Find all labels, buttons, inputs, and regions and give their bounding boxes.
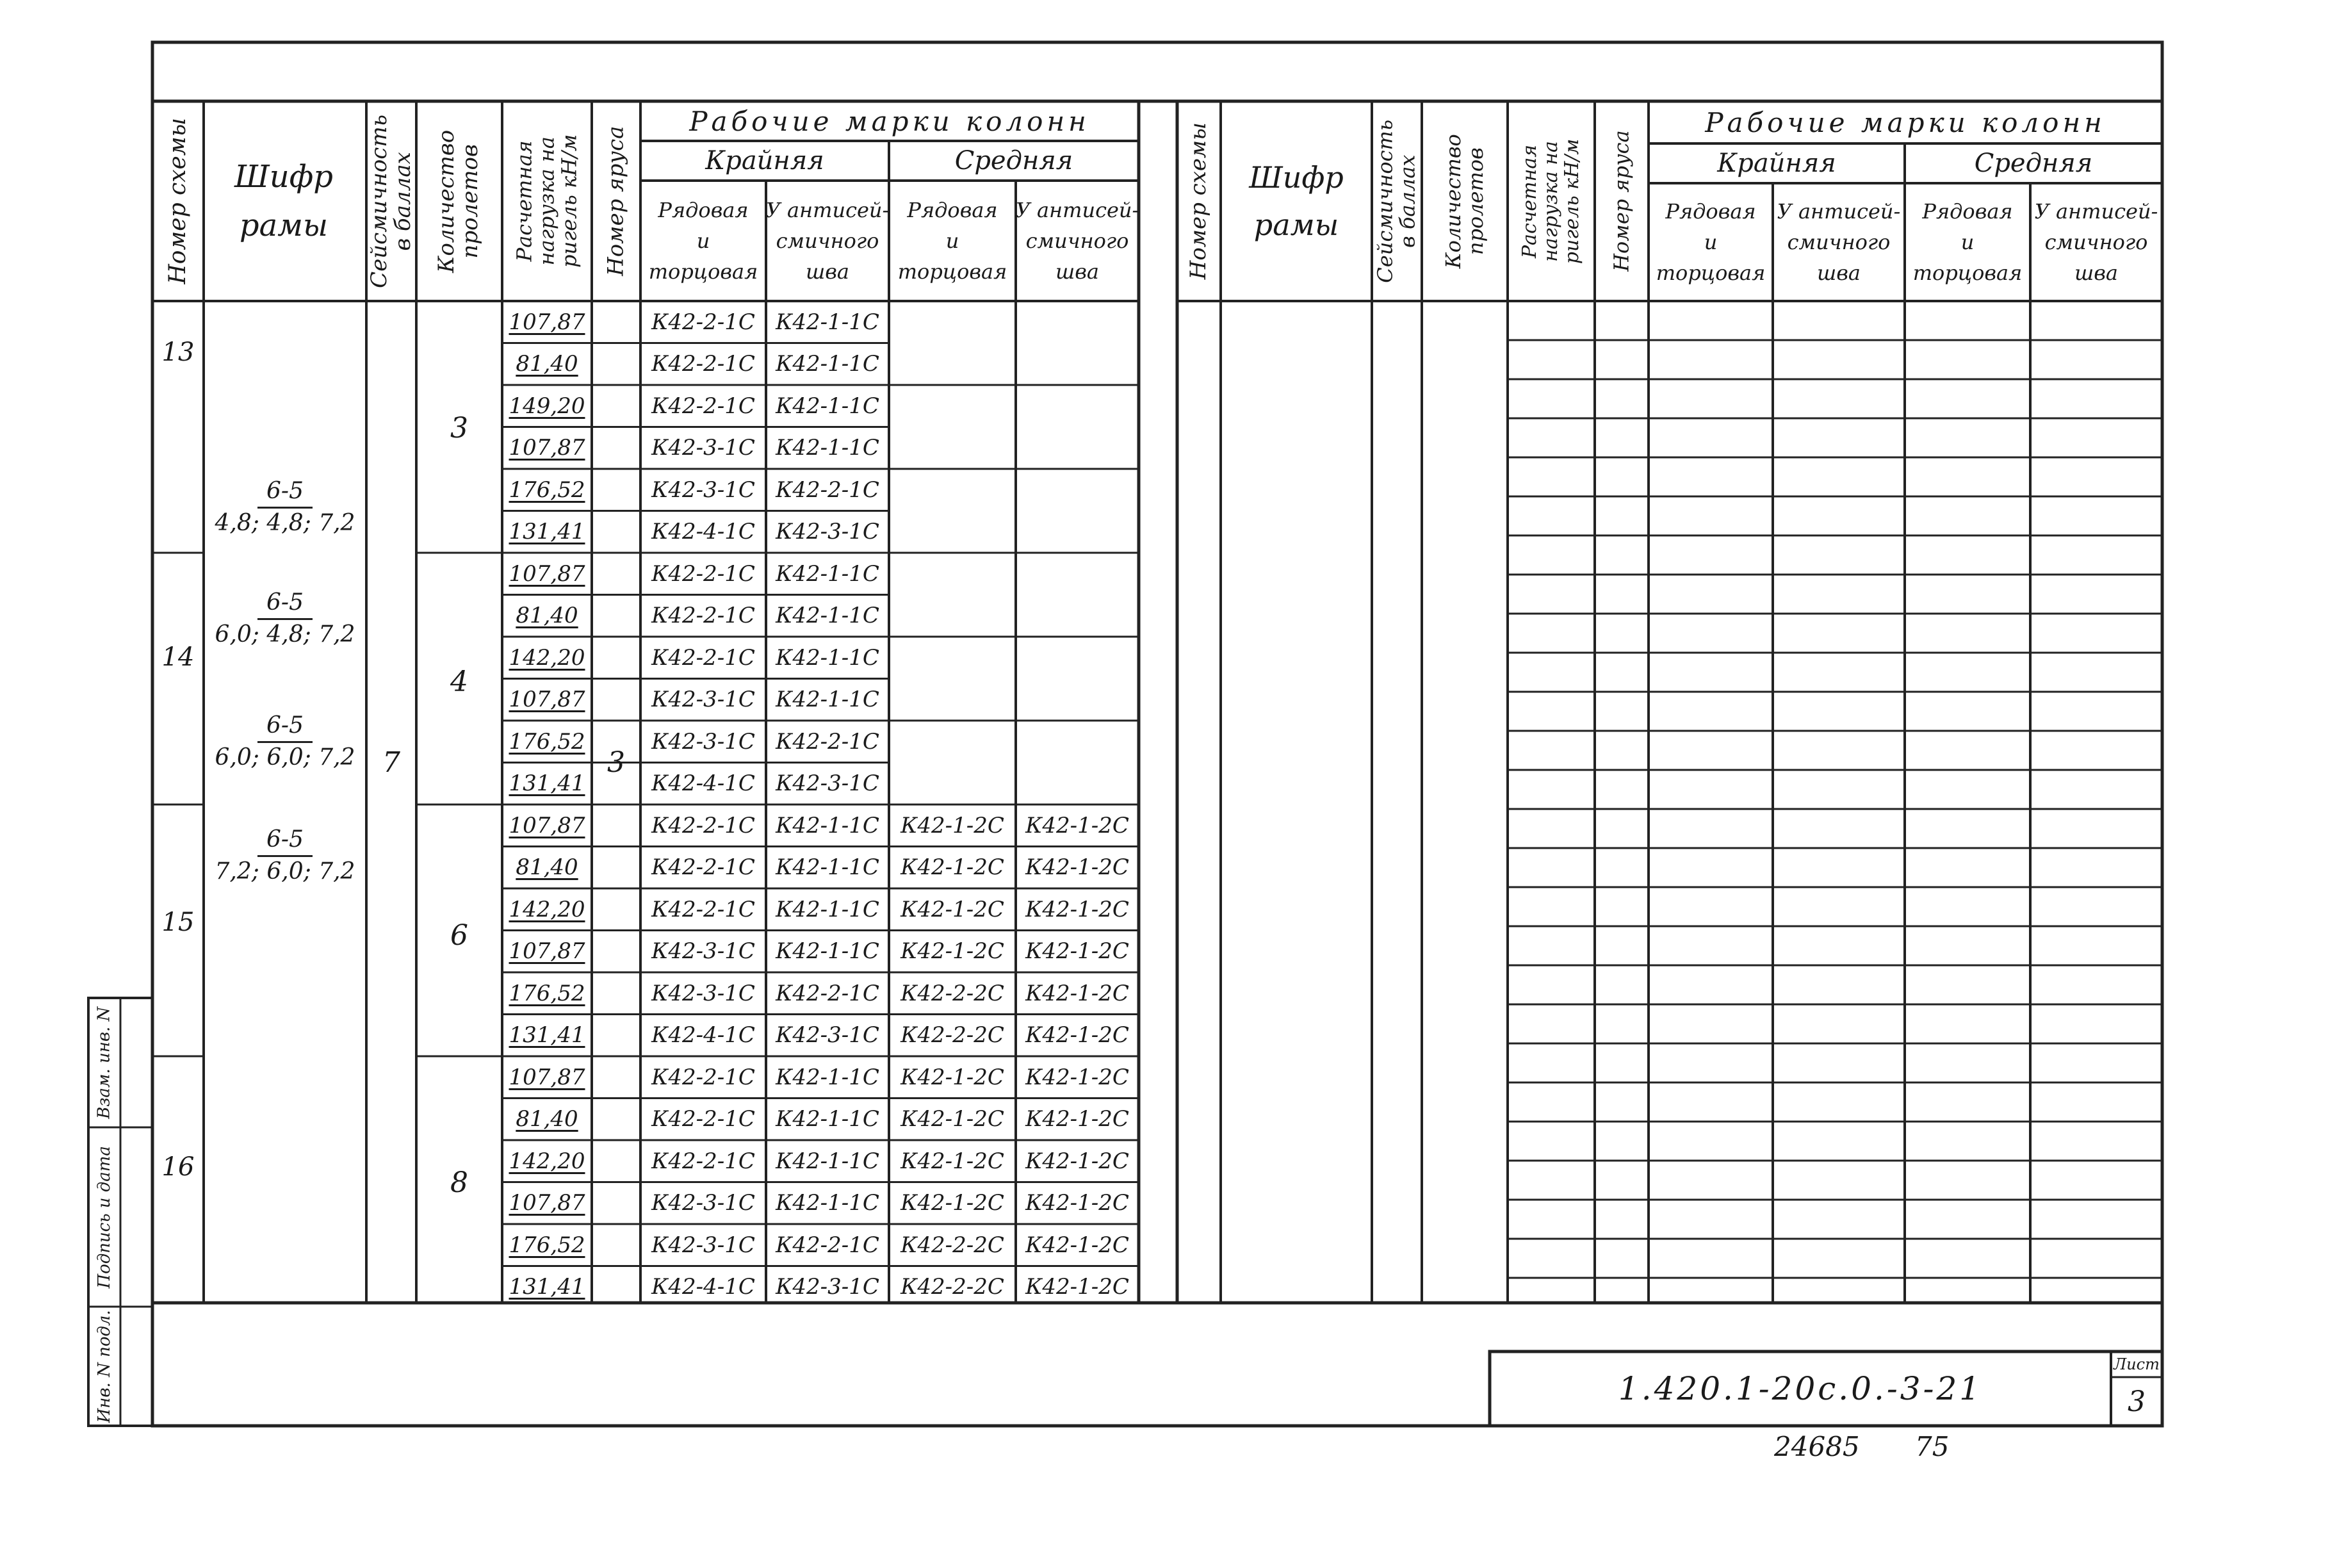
middle-ordinary-mark: К42-1-2С bbox=[900, 1064, 1004, 1090]
middle-seismic-mark bbox=[1016, 385, 1139, 427]
middle-seismic-mark: К42-1-2С bbox=[1025, 980, 1129, 1006]
middle-ordinary-mark bbox=[889, 343, 1016, 386]
extreme-ordinary-mark: К42-3-1С bbox=[651, 1190, 755, 1216]
middle-ordinary-mark bbox=[889, 721, 1016, 763]
header-seismicity: Сейсмичность в баллах bbox=[366, 114, 416, 288]
extreme-ordinary-mark: К42-4-1С bbox=[651, 1274, 755, 1300]
middle-seismic-mark bbox=[1016, 637, 1139, 679]
extreme-seismic-mark: К42-1-1С bbox=[776, 1106, 879, 1132]
middle-ordinary-mark: К42-1-2С bbox=[900, 1148, 1004, 1174]
header-spans: Количество пролетов bbox=[1440, 133, 1488, 269]
load-value: 142,20 bbox=[509, 1148, 585, 1174]
load-value: 81,40 bbox=[516, 854, 578, 881]
header-load: Расчетная нагрузка на ригель кН/м bbox=[1519, 138, 1584, 264]
extreme-seismic-mark: К42-1-1С bbox=[776, 1190, 879, 1216]
frame-code: $\frac{6-5}{7,2; 6,0; 7,2}$ bbox=[215, 826, 355, 885]
load-value: 131,41 bbox=[509, 1274, 585, 1300]
extreme-ordinary-mark: К42-3-1С bbox=[651, 435, 755, 461]
extreme-ordinary-mark: К42-2-1С bbox=[651, 644, 755, 671]
middle-seismic-mark: К42-1-2С bbox=[1025, 854, 1129, 881]
load-value: 107,87 bbox=[509, 560, 585, 587]
load-value: 81,40 bbox=[516, 603, 578, 629]
middle-ordinary-mark: К42-1-2С bbox=[900, 1106, 1004, 1132]
extreme-ordinary-mark: К42-2-1С bbox=[651, 351, 755, 377]
middle-ordinary-mark bbox=[889, 595, 1016, 637]
header-extreme-seismic: У антисей- смичного шва bbox=[1777, 199, 1901, 285]
scheme-number: 14 bbox=[161, 642, 195, 672]
extreme-seismic-mark: К42-1-1С bbox=[776, 938, 879, 965]
middle-seismic-mark bbox=[1016, 679, 1139, 721]
header-working-marks: Рабочие марки колонн bbox=[689, 105, 1090, 137]
load-value: 149,20 bbox=[509, 393, 585, 419]
frame-code: $\frac{6-5}{6,0; 6,0; 7,2}$ bbox=[215, 712, 355, 771]
load-value: 107,87 bbox=[509, 435, 585, 461]
extreme-ordinary-mark: К42-2-1С bbox=[651, 309, 755, 335]
tier-value: 3 bbox=[607, 746, 625, 779]
spans-value: 4 bbox=[450, 665, 468, 698]
extreme-seismic-mark: К42-1-1С bbox=[776, 896, 879, 922]
extreme-ordinary-mark: К42-2-1С bbox=[651, 560, 755, 587]
extreme-seismic-mark: К42-2-1С bbox=[776, 1232, 879, 1258]
load-value: 107,87 bbox=[509, 309, 585, 335]
middle-seismic-mark bbox=[1016, 763, 1139, 805]
header-middle: Средняя bbox=[1974, 149, 2093, 178]
load-value: 81,40 bbox=[516, 1106, 578, 1132]
middle-seismic-mark: К42-1-2С bbox=[1025, 812, 1129, 838]
extreme-ordinary-mark: К42-3-1С bbox=[651, 728, 755, 755]
load-value: 131,41 bbox=[509, 1022, 585, 1049]
sheet-number: 3 bbox=[2128, 1385, 2146, 1418]
seismicity-value: 7 bbox=[382, 746, 400, 779]
header-middle-ordinary: Рядовая и торцовая bbox=[1912, 199, 2023, 285]
header-tier: Номер яруса bbox=[1609, 130, 1634, 272]
header-extreme: Крайняя bbox=[1717, 149, 1836, 178]
middle-ordinary-mark bbox=[889, 385, 1016, 427]
stamp-replace-label: Взам. инв. N bbox=[94, 1006, 114, 1119]
load-value: 176,52 bbox=[509, 1232, 585, 1258]
extreme-seismic-mark: К42-1-1С bbox=[776, 309, 879, 335]
middle-ordinary-mark: К42-2-2С bbox=[900, 1274, 1004, 1300]
middle-seismic-mark bbox=[1016, 511, 1139, 553]
middle-seismic-mark bbox=[1016, 301, 1139, 343]
spans-value: 3 bbox=[450, 411, 468, 445]
scheme-number: 13 bbox=[161, 338, 195, 367]
middle-seismic-mark bbox=[1016, 595, 1139, 637]
middle-ordinary-mark: К42-2-2С bbox=[900, 980, 1004, 1006]
load-value: 176,52 bbox=[509, 477, 585, 503]
header-frame-code: Шифр рамы bbox=[234, 159, 333, 243]
extreme-seismic-mark: К42-3-1С bbox=[776, 1022, 879, 1049]
header-spans: Количество пролетов bbox=[434, 129, 484, 273]
extreme-ordinary-mark: К42-2-1С bbox=[651, 854, 755, 881]
middle-ordinary-mark bbox=[889, 637, 1016, 679]
load-value: 176,52 bbox=[509, 980, 585, 1006]
load-value: 142,20 bbox=[509, 896, 585, 922]
frame-code: $\frac{6-5}{4,8; 4,8; 7,2}$ bbox=[215, 478, 355, 536]
sheet-label: Лист bbox=[2114, 1355, 2160, 1373]
extreme-ordinary-mark: К42-4-1С bbox=[651, 1022, 755, 1049]
load-value: 107,87 bbox=[509, 938, 585, 965]
page-number: 75 bbox=[1915, 1431, 1950, 1462]
extreme-seismic-mark: К42-1-1С bbox=[776, 1148, 879, 1174]
extreme-seismic-mark: К42-1-1С bbox=[776, 812, 879, 838]
extreme-ordinary-mark: К42-3-1С bbox=[651, 938, 755, 965]
header-middle-seismic: У антисей- смичного шва bbox=[1015, 198, 1139, 284]
header-middle-seismic: У антисей- смичного шва bbox=[2034, 199, 2158, 285]
middle-ordinary-mark: К42-2-2С bbox=[900, 1232, 1004, 1258]
stamp-inventory-label: Инв. N подл. bbox=[94, 1309, 114, 1423]
header-tier: Номер яруса bbox=[603, 126, 629, 277]
load-value: 131,41 bbox=[509, 519, 585, 545]
extreme-ordinary-mark: К42-2-1С bbox=[651, 1064, 755, 1090]
extreme-seismic-mark: К42-3-1С bbox=[776, 771, 879, 797]
middle-ordinary-mark: К42-1-2С bbox=[900, 938, 1004, 965]
load-value: 81,40 bbox=[516, 351, 578, 377]
load-value: 176,52 bbox=[509, 728, 585, 755]
middle-seismic-mark bbox=[1016, 343, 1139, 386]
middle-seismic-mark: К42-1-2С bbox=[1025, 1106, 1129, 1132]
header-seismicity: Сейсмичность в баллах bbox=[1373, 119, 1420, 283]
middle-seismic-mark bbox=[1016, 427, 1139, 470]
extreme-seismic-mark: К42-1-1С bbox=[776, 1064, 879, 1090]
extreme-seismic-mark: К42-1-1С bbox=[776, 351, 879, 377]
extreme-ordinary-mark: К42-2-1С bbox=[651, 393, 755, 419]
frame-code: $\frac{6-5}{6,0; 4,8; 7,2}$ bbox=[215, 589, 355, 648]
middle-seismic-mark: К42-1-2С bbox=[1025, 1232, 1129, 1258]
header-middle-ordinary: Рядовая и торцовая bbox=[897, 198, 1007, 284]
extreme-seismic-mark: К42-2-1С bbox=[776, 980, 879, 1006]
spans-value: 8 bbox=[450, 1166, 468, 1199]
middle-ordinary-mark bbox=[889, 301, 1016, 343]
extreme-ordinary-mark: К42-2-1С bbox=[651, 603, 755, 629]
spans-value: 6 bbox=[450, 919, 468, 952]
middle-ordinary-mark: К42-1-2С bbox=[900, 812, 1004, 838]
extreme-ordinary-mark: К42-4-1С bbox=[651, 771, 755, 797]
extreme-ordinary-mark: К42-3-1С bbox=[651, 1232, 755, 1258]
extreme-seismic-mark: К42-3-1С bbox=[776, 519, 879, 545]
middle-ordinary-mark bbox=[889, 553, 1016, 595]
middle-seismic-mark: К42-1-2С bbox=[1025, 896, 1129, 922]
middle-ordinary-mark bbox=[889, 469, 1016, 511]
middle-seismic-mark: К42-1-2С bbox=[1025, 1274, 1129, 1300]
extreme-ordinary-mark: К42-3-1С bbox=[651, 980, 755, 1006]
extreme-seismic-mark: К42-1-1С bbox=[776, 560, 879, 587]
middle-seismic-mark: К42-1-2С bbox=[1025, 938, 1129, 965]
middle-seismic-mark: К42-1-2С bbox=[1025, 1064, 1129, 1090]
header-extreme: Крайняя bbox=[705, 146, 824, 176]
middle-seismic-mark: К42-1-2С bbox=[1025, 1190, 1129, 1216]
middle-ordinary-mark bbox=[889, 511, 1016, 553]
extreme-seismic-mark: К42-1-1С bbox=[776, 854, 879, 881]
extreme-seismic-mark: К42-3-1С bbox=[776, 1274, 879, 1300]
load-value: 107,87 bbox=[509, 687, 585, 713]
extreme-ordinary-mark: К42-2-1С bbox=[651, 1148, 755, 1174]
document-code: 1.420.1-20с.0.-3-21 bbox=[1618, 1370, 1983, 1407]
extreme-seismic-mark: К42-2-1С bbox=[776, 477, 879, 503]
load-value: 131,41 bbox=[509, 771, 585, 797]
header-load: Расчетная нагрузка на ригель кН/м bbox=[512, 134, 582, 268]
header-extreme-ordinary: Рядовая и торцовая bbox=[1656, 199, 1766, 285]
header-frame-code: Шифр рамы bbox=[1249, 160, 1344, 242]
load-value: 107,87 bbox=[509, 812, 585, 838]
extreme-seismic-mark: К42-1-1С bbox=[776, 393, 879, 419]
extreme-ordinary-mark: К42-2-1С bbox=[651, 812, 755, 838]
middle-ordinary-mark: К42-1-2С bbox=[900, 896, 1004, 922]
middle-ordinary-mark bbox=[889, 679, 1016, 721]
middle-ordinary-mark: К42-1-2С bbox=[900, 1190, 1004, 1216]
extreme-ordinary-mark: К42-4-1С bbox=[651, 519, 755, 545]
header-scheme-number: Номер схемы bbox=[165, 118, 191, 284]
extreme-seismic-mark: К42-1-1С bbox=[776, 435, 879, 461]
load-value: 107,87 bbox=[509, 1064, 585, 1090]
load-value: 142,20 bbox=[509, 644, 585, 671]
middle-ordinary-mark: К42-2-2С bbox=[900, 1022, 1004, 1049]
header-extreme-seismic: У антисей- смичного шва bbox=[765, 198, 890, 284]
middle-seismic-mark bbox=[1016, 469, 1139, 511]
middle-seismic-mark bbox=[1016, 553, 1139, 595]
extreme-ordinary-mark: К42-3-1С bbox=[651, 687, 755, 713]
header-middle: Средняя bbox=[954, 146, 1073, 176]
header-scheme-number: Номер схемы bbox=[1185, 122, 1212, 280]
header-extreme-ordinary: Рядовая и торцовая bbox=[648, 198, 758, 284]
extreme-ordinary-mark: К42-2-1С bbox=[651, 1106, 755, 1132]
header-working-marks: Рабочие марки колонн bbox=[1705, 106, 2106, 138]
stamp-signature-label: Подпись и дата bbox=[94, 1145, 114, 1289]
extreme-seismic-mark: К42-2-1С bbox=[776, 728, 879, 755]
extreme-ordinary-mark: К42-3-1С bbox=[651, 477, 755, 503]
archive-number: 24685 bbox=[1774, 1431, 1860, 1462]
middle-ordinary-mark bbox=[889, 763, 1016, 805]
middle-ordinary-mark bbox=[889, 427, 1016, 470]
extreme-seismic-mark: К42-1-1С bbox=[776, 687, 879, 713]
extreme-ordinary-mark: К42-2-1С bbox=[651, 896, 755, 922]
scheme-number: 16 bbox=[161, 1152, 195, 1182]
extreme-seismic-mark: К42-1-1С bbox=[776, 644, 879, 671]
scheme-number: 15 bbox=[161, 908, 195, 937]
middle-seismic-mark: К42-1-2С bbox=[1025, 1148, 1129, 1174]
extreme-seismic-mark: К42-1-1С bbox=[776, 603, 879, 629]
middle-seismic-mark: К42-1-2С bbox=[1025, 1022, 1129, 1049]
middle-seismic-mark bbox=[1016, 721, 1139, 763]
middle-ordinary-mark: К42-1-2С bbox=[900, 854, 1004, 881]
load-value: 107,87 bbox=[509, 1190, 585, 1216]
